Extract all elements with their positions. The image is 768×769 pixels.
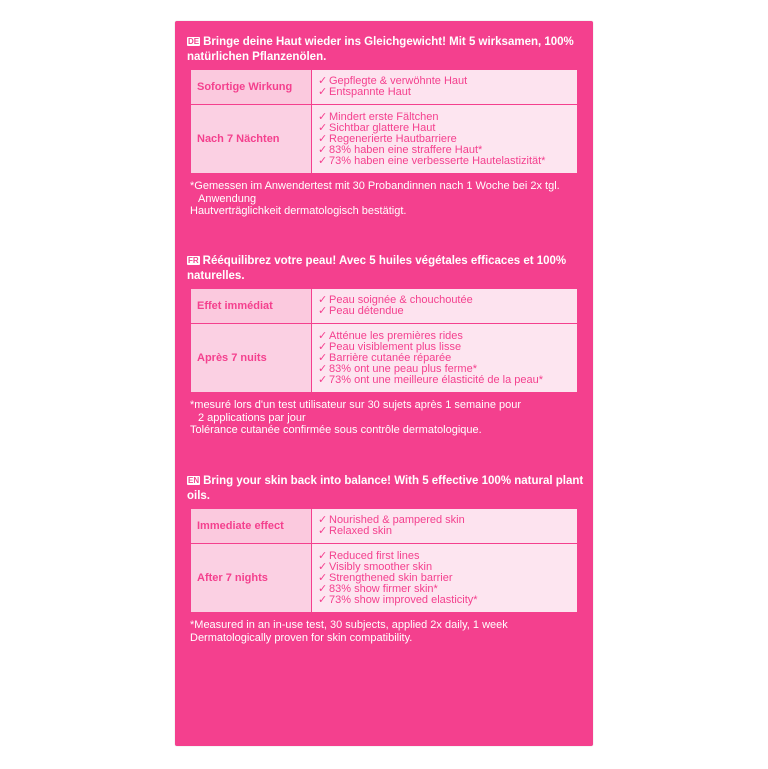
- row-items: [312, 509, 578, 544]
- list-item: ✓ Peau soignée & chouchoutée: [318, 294, 473, 306]
- benefits-table: [190, 69, 578, 174]
- check-icon: ✓: [318, 373, 328, 386]
- check-icon: ✓: [318, 593, 328, 606]
- row-items: [312, 289, 578, 324]
- check-icon: ✓: [318, 294, 328, 306]
- section-fr: [187, 254, 585, 437]
- list-item: ✓ 83% show firmer skin*: [318, 582, 438, 595]
- intro-text: DE Bringe deine Haut wieder ins Gleichgewicht! Mit 5 wirksamen, 100% natürlichen Pflanzenölen.: [187, 36, 574, 63]
- section-de: [187, 35, 585, 218]
- list-item: ✓ 73% ont une meilleure élasticité de la peau*: [318, 373, 544, 386]
- list-item: ✓ 83% ont une peau plus ferme*: [318, 362, 477, 375]
- row-label: Après 7 nuits: [191, 324, 312, 393]
- footnote: *Measured in an in-use test, 30 subjects, applied 2x daily, 1 week Dermatologically proven for skin compatibility.: [190, 619, 508, 644]
- product-info-panel: [175, 21, 593, 746]
- check-icon: ✓: [318, 75, 328, 87]
- list-item: ✓ Peau visiblement plus lisse: [318, 340, 462, 353]
- check-icon: ✓: [318, 132, 328, 145]
- language-tag: FR: [188, 256, 199, 265]
- check-icon: ✓: [318, 329, 328, 342]
- list-item: ✓ 73% show improved elasticity*: [318, 593, 478, 606]
- list-item: ✓ Atténue les premières rides: [318, 329, 463, 342]
- check-icon: ✓: [318, 571, 328, 584]
- benefits-table: [190, 508, 578, 613]
- row-label: Immediate effect: [191, 509, 312, 544]
- table-row: [191, 509, 578, 544]
- list-item: ✓ Relaxed skin: [318, 525, 392, 537]
- check-icon: ✓: [318, 143, 328, 156]
- intro-text: FR Rééquilibrez votre peau! Avec 5 huiles végétales efficaces et 100% naturelles.: [187, 255, 567, 282]
- check-icon: ✓: [318, 362, 328, 375]
- list-item: ✓ Gepflegte & verwöhnte Haut: [318, 75, 468, 87]
- check-icon: ✓: [318, 525, 328, 537]
- row-label: Sofortige Wirkung: [191, 70, 312, 105]
- list-item: ✓ Barrière cutanée réparée: [318, 351, 452, 364]
- list-item: ✓ Sichtbar glattere Haut: [318, 121, 436, 134]
- row-label: Nach 7 Nächten: [191, 105, 312, 174]
- check-icon: ✓: [318, 514, 328, 526]
- list-item: ✓ Mindert erste Fältchen: [318, 110, 439, 123]
- list-item: ✓ Reduced first lines: [318, 549, 420, 562]
- table-row: [191, 544, 578, 613]
- check-icon: ✓: [318, 351, 328, 364]
- list-item: ✓ 83% haben eine straffere Haut*: [318, 143, 483, 156]
- intro-text: EN Bring your skin back into balance! With 5 effective 100% natural plant oils.: [187, 475, 584, 502]
- row-items: [312, 70, 578, 105]
- row-items: [312, 544, 578, 613]
- table-row: [191, 105, 578, 174]
- row-items: [312, 105, 578, 174]
- check-icon: ✓: [318, 121, 328, 134]
- language-tag: DE: [188, 37, 200, 46]
- list-item: ✓ 73% haben eine verbesserte Hautelastizität*: [318, 154, 546, 167]
- check-icon: ✓: [318, 560, 328, 573]
- table-row: [191, 289, 578, 324]
- footnote: *mesuré lors d'un test utilisateur sur 30 sujets après 1 semaine pour 2 applications par jour Tolérance cutanée confirmée sous contrôle dermatologique.: [190, 399, 522, 436]
- list-item: ✓ Peau détendue: [318, 305, 404, 317]
- row-label: After 7 nights: [191, 544, 312, 613]
- list-item: ✓ Strengthened skin barrier: [318, 571, 453, 584]
- row-items: [312, 324, 578, 393]
- section-en: [187, 474, 585, 644]
- table-row: [191, 70, 578, 105]
- list-item: ✓ Visibly smoother skin: [318, 560, 433, 573]
- check-icon: ✓: [318, 86, 328, 98]
- language-tag: EN: [188, 476, 200, 485]
- check-icon: ✓: [318, 305, 328, 317]
- row-label: Effet immédiat: [191, 289, 312, 324]
- list-item: ✓ Regenerierte Hautbarriere: [318, 132, 457, 145]
- list-item: ✓ Entspannte Haut: [318, 86, 411, 98]
- check-icon: ✓: [318, 154, 328, 167]
- footnote: *Gemessen im Anwendertest mit 30 Probandinnen nach 1 Woche bei 2x tgl. Anwendung Hautverträglichkeit dermatologisch bestätigt.: [190, 180, 560, 217]
- check-icon: ✓: [318, 110, 328, 123]
- benefits-table: [190, 288, 578, 393]
- check-icon: ✓: [318, 549, 328, 562]
- table-row: [191, 324, 578, 393]
- check-icon: ✓: [318, 340, 328, 353]
- list-item: ✓ Nourished & pampered skin: [318, 514, 465, 526]
- check-icon: ✓: [318, 582, 328, 595]
